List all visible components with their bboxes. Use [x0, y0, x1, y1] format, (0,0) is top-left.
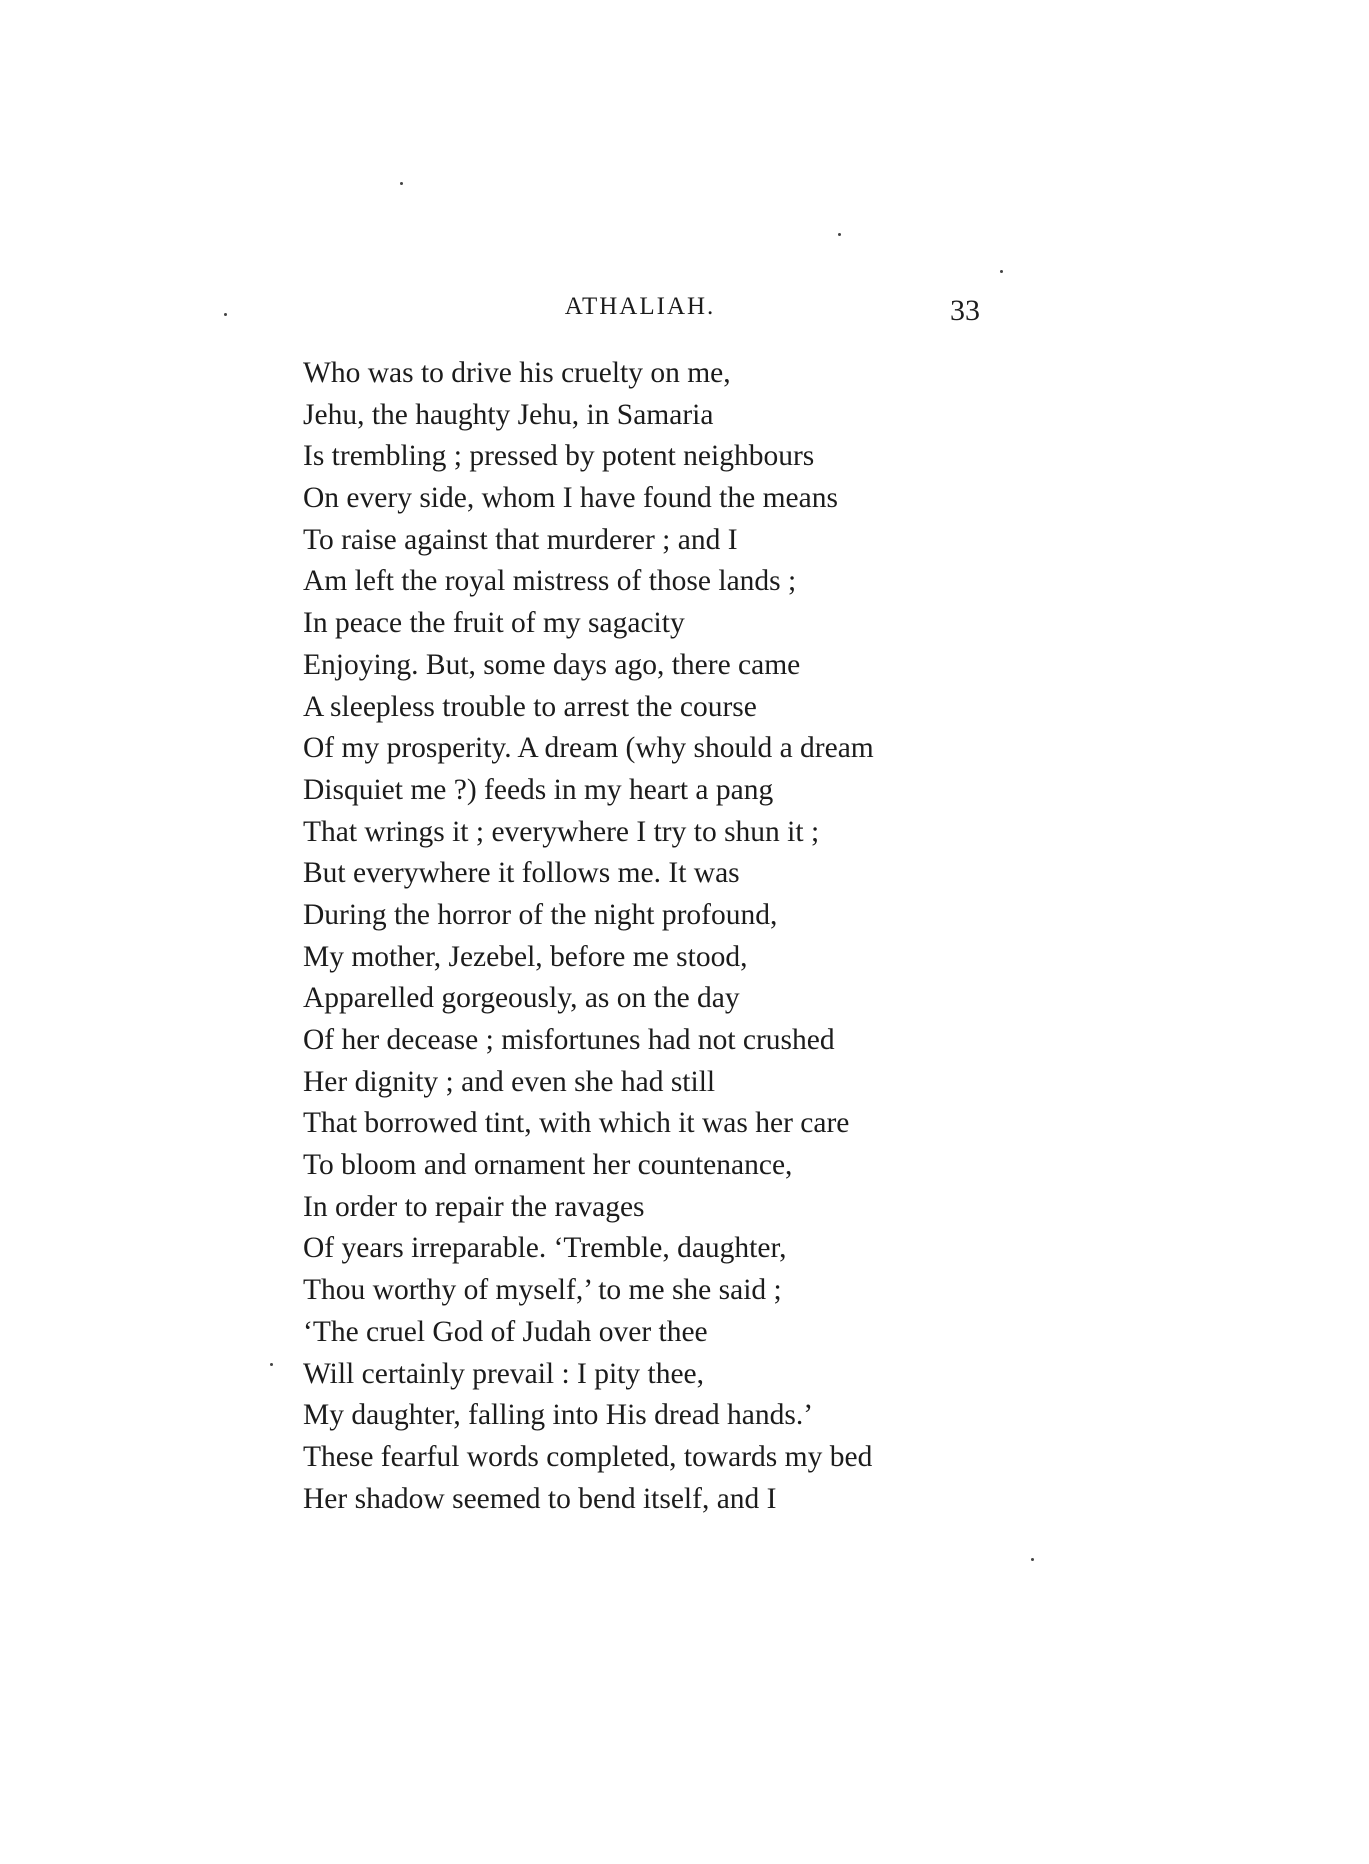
verse-line: To raise against that murderer ; and I	[303, 523, 738, 556]
scan-speck	[1031, 1558, 1034, 1561]
verse-line: That borrowed tint, with which it was her care	[303, 1107, 850, 1140]
scan-speck	[1000, 270, 1003, 273]
verse-line: To bloom and ornament her countenance,	[303, 1149, 793, 1182]
scan-speck	[270, 1363, 273, 1366]
verse-line: Apparelled gorgeously, as on the day	[303, 982, 740, 1015]
page-number: 33	[950, 294, 980, 327]
verse-line: But everywhere it follows me. It was	[303, 857, 740, 890]
verse-line: Is trembling ; pressed by potent neighbours	[303, 440, 815, 473]
verse-line: During the horror of the night profound,	[303, 898, 778, 931]
scan-speck	[838, 233, 841, 236]
scan-speck	[224, 313, 227, 316]
verse-line: Will certainly prevail : I pity thee,	[303, 1357, 705, 1390]
verse-line: ‘The cruel God of Judah over thee	[303, 1315, 708, 1348]
verse-line: In peace the fruit of my sagacity	[303, 607, 685, 640]
verse-line: Her dignity ; and even she had still	[303, 1065, 716, 1098]
verse-line: Her shadow seemed to bend itself, and I	[303, 1482, 777, 1515]
verse-line: These fearful words completed, towards my bed	[303, 1440, 873, 1473]
verse-line: Of my prosperity. A dream (why should a dream	[303, 732, 874, 765]
verse-line: Enjoying. But, some days ago, there came	[303, 648, 801, 681]
verse-line: A sleepless trouble to arrest the course	[303, 690, 757, 723]
verse-line: Who was to drive his cruelty on me,	[303, 357, 731, 389]
verse-line: Of her decease ; misfortunes had not crushed	[303, 1024, 835, 1056]
verse-line: That wrings it ; everywhere I try to shun it ;	[303, 815, 820, 848]
verse-line: Of years irreparable. ‘Tremble, daughter,	[303, 1232, 787, 1265]
verse-block	[303, 353, 1103, 1520]
running-head	[300, 293, 980, 333]
scan-speck	[400, 182, 403, 185]
verse-line: On every side, whom I have found the means	[303, 482, 838, 515]
verse-line: Jehu, the haughty Jehu, in Samaria	[303, 398, 714, 431]
verse-line: My daughter, falling into His dread hands.’	[303, 1399, 814, 1432]
verse-line: My mother, Jezebel, before me stood,	[303, 940, 748, 973]
running-title: ATHALIAH.	[564, 293, 716, 320]
verse-line: Thou worthy of myself,’ to me she said ;	[303, 1274, 782, 1307]
verse-line: Am left the royal mistress of those lands ;	[303, 565, 797, 598]
verse-line: Disquiet me ?) feeds in my heart a pang	[303, 773, 774, 806]
verse-line: In order to repair the ravages	[303, 1190, 645, 1223]
